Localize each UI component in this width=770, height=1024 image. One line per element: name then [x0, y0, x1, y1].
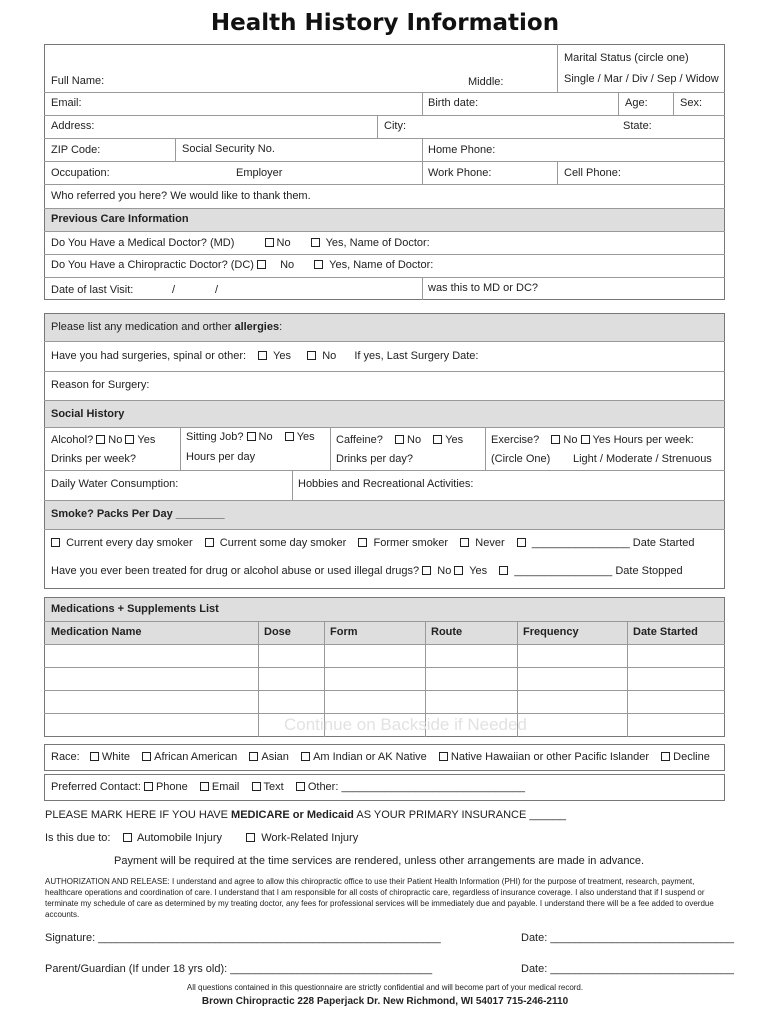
automobile-injury-checkbox[interactable]	[123, 833, 132, 842]
social-history-header-bg	[45, 400, 724, 427]
employer-label: Employer	[236, 167, 283, 179]
race-am-indian-checkbox[interactable]	[301, 752, 310, 761]
surgery-yes-checkbox[interactable]	[258, 351, 267, 360]
dc-no-checkbox[interactable]	[257, 260, 266, 269]
caffeine-no-checkbox[interactable]	[395, 435, 404, 444]
marital-status-options[interactable]: Single / Mar / Div / Sep / Widow	[564, 73, 719, 85]
md-or-dc-label: was this to MD or DC?	[428, 282, 539, 294]
former-smoker-checkbox[interactable]	[358, 538, 367, 547]
previous-care-header: Previous Care Information	[51, 213, 189, 225]
hobbies-label: Hobbies and Recreational Activities:	[298, 478, 474, 490]
payment-notice: Payment will be required at the time services are rendered, unless other arrangements are made in advance.	[114, 855, 645, 867]
last-visit-label: Date of last Visit:	[51, 284, 134, 296]
surgeries-question: Have you had surgeries, spinal or other: Yes No If yes, Last Surgery Date:	[51, 350, 479, 362]
email-label: Email:	[51, 97, 82, 109]
last-visit-slash-2: /	[215, 284, 219, 296]
smoking-status-options: Current every day smoker Current some day smoker Former smoker Never ________________ Date Started	[51, 537, 695, 550]
column-date-started: Date Started	[633, 626, 698, 638]
race-pacific-islander-checkbox[interactable]	[439, 752, 448, 761]
zip-code-label: ZIP Code:	[51, 144, 101, 156]
occupation-label: Occupation:	[51, 167, 110, 179]
birth-date-label: Birth date:	[428, 97, 479, 109]
md-no-checkbox[interactable]	[265, 238, 274, 247]
sitting-job-question: Sitting Job? No Yes	[186, 431, 315, 443]
preferred-contact-row: Preferred Contact: Phone Email Text Other: ______________________________	[51, 781, 525, 793]
exercise-no-checkbox[interactable]	[551, 435, 560, 444]
current-some-day-checkbox[interactable]	[205, 538, 214, 547]
drug-no-checkbox[interactable]	[422, 566, 431, 575]
contact-text-checkbox[interactable]	[252, 782, 261, 791]
water-consumption-label: Daily Water Consumption:	[51, 478, 179, 490]
clinic-footer: Brown Chiropractic 228 Paperjack Dr. New Richmond, WI 54017 715-246-2110	[201, 996, 569, 1007]
middle-name-label: Middle:	[468, 76, 504, 88]
surgery-no-checkbox[interactable]	[307, 351, 316, 360]
hours-per-day-label: Hours per day	[186, 451, 256, 463]
alcohol-question: Alcohol? No Yes	[51, 434, 156, 446]
full-name-label: Full Name:	[51, 75, 105, 87]
drug-abuse-question: Have you ever been treated for drug or alcohol abuse or used illegal drugs? No Yes ________________ Date Stopped	[51, 565, 683, 577]
work-related-injury-checkbox[interactable]	[246, 833, 255, 842]
allergies-label: Please list any medication and orther allergies:	[51, 321, 283, 333]
caffeine-yes-checkbox[interactable]	[433, 435, 442, 444]
signature-line[interactable]: Signature: ________________________________________________________	[45, 932, 441, 944]
confidentiality-notice: All questions contained in this questionnaire are strictly confidential and will become part of your medical record.	[186, 983, 584, 992]
exercise-yes-checkbox[interactable]	[581, 435, 590, 444]
dc-yes-checkbox[interactable]	[314, 260, 323, 269]
city-label: City:	[384, 120, 406, 132]
column-route: Route	[431, 626, 463, 638]
race-white-checkbox[interactable]	[90, 752, 99, 761]
referred-by-label: Who referred you here? We would like to thank them.	[51, 190, 311, 202]
date-stopped-checkbox[interactable]	[499, 566, 508, 575]
last-visit-slash-1: /	[172, 284, 176, 296]
surgery-reason-label: Reason for Surgery:	[51, 379, 150, 391]
contact-email-checkbox[interactable]	[200, 782, 209, 791]
race-decline-checkbox[interactable]	[661, 752, 670, 761]
age-label: Age:	[625, 97, 648, 109]
state-label: State:	[623, 120, 652, 132]
work-phone-label: Work Phone:	[428, 167, 492, 179]
exercise-question: Exercise? No Yes Hours per week:	[491, 434, 694, 446]
exercise-circle-one-label: (Circle One)	[491, 453, 551, 465]
address-label: Address:	[51, 120, 95, 132]
alcohol-no-checkbox[interactable]	[96, 435, 105, 444]
sitting-no-checkbox[interactable]	[247, 432, 256, 441]
caffeine-question: Caffeine? No Yes	[336, 434, 464, 446]
authorization-release: AUTHORIZATION AND RELEASE: I understand and agree to allow this chiropractic office to use their Patient Health Information (PHI) for the purpose of treatment, research, payment, healthcare operations and coordination of care. I understand that I am responsible for all costs of chiropractic care, regardless of insurance coverage. I also understand that if I suspend or terminate my schedule of care as determined by my treating doctor, any fees for professional services will be immediately due and payable. I understand there will be a fee added to overdue accounts.	[45, 877, 714, 919]
marital-status-label: Marital Status (circle one)	[564, 52, 689, 64]
never-smoker-checkbox[interactable]	[460, 538, 469, 547]
social-security-label: Social Security No.	[182, 143, 275, 155]
chiropractic-doctor-question: Do You Have a Chiropractic Doctor? (DC) No Yes, Name of Doctor:	[51, 259, 434, 271]
signature-date-line[interactable]: Date: ______________________________	[521, 932, 734, 944]
race-african-american-checkbox[interactable]	[142, 752, 151, 761]
drinks-per-day-label: Drinks per day?	[336, 453, 414, 465]
continue-backside-watermark: Continue on Backside if Needed	[284, 715, 527, 734]
social-history-header: Social History	[51, 408, 125, 420]
md-yes-checkbox[interactable]	[311, 238, 320, 247]
drug-yes-checkbox[interactable]	[454, 566, 463, 575]
alcohol-yes-checkbox[interactable]	[125, 435, 134, 444]
race-row: Race: White African American Asian Am Indian or AK Native Native Hawaiian or other Pacific Islander Decline	[51, 751, 710, 763]
guardian-signature-line[interactable]: Parent/Guardian (If under 18 yrs old): _________________________________	[45, 963, 433, 975]
smoke-header: Smoke? Packs Per Day ________	[51, 508, 225, 520]
sex-label: Sex:	[680, 97, 703, 109]
contact-phone-checkbox[interactable]	[144, 782, 153, 791]
cell-phone-label: Cell Phone:	[564, 167, 621, 179]
medicare-medicaid-statement: PLEASE MARK HERE IF YOU HAVE MEDICARE or Medicaid AS YOUR PRIMARY INSURANCE ______	[45, 809, 567, 821]
date-started-checkbox[interactable]	[517, 538, 526, 547]
exercise-levels[interactable]: Light / Moderate / Strenuous	[573, 453, 712, 465]
sitting-yes-checkbox[interactable]	[285, 432, 294, 441]
race-asian-checkbox[interactable]	[249, 752, 258, 761]
column-medication-name: Medication Name	[51, 626, 142, 638]
home-phone-label: Home Phone:	[428, 144, 496, 156]
column-dose: Dose	[264, 626, 291, 638]
column-frequency: Frequency	[523, 626, 579, 638]
current-every-day-checkbox[interactable]	[51, 538, 60, 547]
guardian-date-line[interactable]: Date: ______________________________	[521, 963, 734, 975]
page-title: Health History Information	[210, 10, 560, 36]
contact-other-checkbox[interactable]	[296, 782, 305, 791]
injury-cause-row: Is this due to: Automobile Injury Work-Related Injury	[45, 832, 359, 844]
medications-header: Medications + Supplements List	[51, 603, 219, 615]
medical-doctor-question: Do You Have a Medical Doctor? (MD) No Yes, Name of Doctor:	[51, 237, 430, 249]
drinks-per-week-label: Drinks per week?	[51, 453, 136, 465]
column-form: Form	[330, 626, 358, 638]
